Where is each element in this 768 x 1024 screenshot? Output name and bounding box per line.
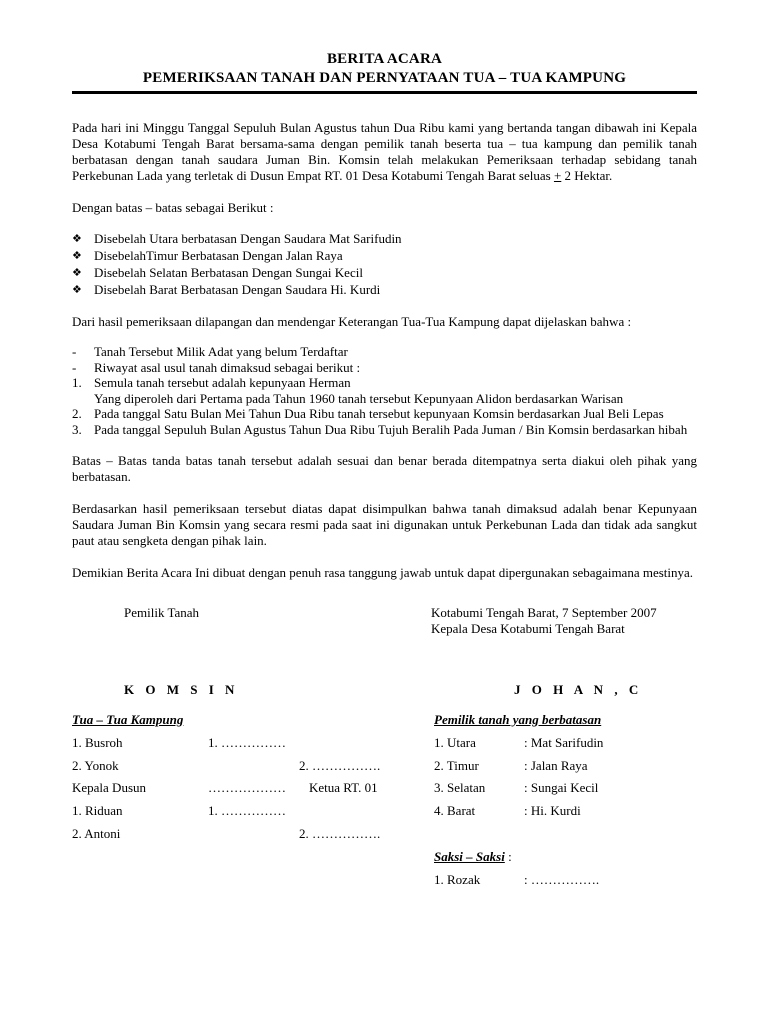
neighbor-name: : Jalan Raya	[524, 758, 588, 773]
elder-riduan: 1. Riduan	[72, 803, 123, 818]
boundary-item	[72, 247, 697, 264]
boundary-item	[72, 230, 697, 247]
history-item	[72, 375, 697, 406]
boundary-item-text: Disebelah Utara berbatasan Dengan Saudara Mat Sarifudin	[94, 231, 402, 246]
left-signer-name: K O M S I N	[124, 682, 239, 697]
intro-text-before: Pada hari ini Minggu Tanggal Sepuluh Bulan Agustus tahun Dua Ribu kami yang bertanda tangan dibawah ini Kepala Desa Kotabumi Tengah Barat bersama-sama dengan pemilik tanah beserta tua – tua kampung dan pemilik tanah berbatasan dengan tanah saudara Juman Bin. Komsin telah melakukan Pemeriksaan terhadap sebidang tanah Perkebunan Lada yang terletak di Dusun Empat RT. 01 Desa Kotabumi Tengah Barat seluas	[72, 120, 697, 183]
elder-yonok-signature: 2. …………….	[299, 758, 381, 773]
elder-antoni: 2. Antoni	[72, 826, 121, 841]
saksi-heading-row	[434, 849, 512, 865]
boundary-item-text: Disebelah Barat Berbatasan Dengan Saudara Hi. Kurdi	[94, 282, 381, 297]
history-marker: 3.	[72, 421, 82, 437]
elder-antoni-signature: 2. …………….	[299, 826, 381, 841]
hasil-paragraph: Dari hasil pemeriksaan dilapangan dan mendengar Keterangan Tua-Tua Kampung dapat dijelaskan bahwa :	[72, 314, 632, 329]
boundary-item	[72, 264, 697, 281]
witness-rozak-signature: : …………….	[524, 872, 600, 887]
neighbor-direction: 1. Utara	[434, 735, 476, 750]
neighbor-direction: 4. Barat	[434, 803, 476, 818]
history-line: Riwayat asal usul tanah dimaksud sebagai berikut :	[94, 359, 361, 375]
neighbor-name: : Sungai Kecil	[524, 780, 599, 795]
kepala-dusun-label: Kepala Dusun	[72, 780, 147, 795]
neighbor-name: : Mat Sarifudin	[524, 735, 604, 750]
title-underline	[72, 91, 697, 94]
boundary-item-text: Disebelah Selatan Berbatasan Dengan Sungai Kecil	[94, 265, 363, 280]
history-item	[72, 422, 697, 438]
history-marker: -	[72, 344, 77, 359]
neighbor-direction: 3. Selatan	[434, 780, 486, 795]
history-marker: 1.	[72, 375, 82, 390]
history-item	[72, 360, 697, 376]
signature-section	[72, 605, 697, 905]
boundary-item-text: DisebelahTimur Berbatasan Dengan Jalan Raya	[94, 248, 343, 263]
elder-yonok: 2. Yonok	[72, 758, 119, 773]
kepala-dusun-signature: ………………	[208, 780, 286, 795]
history-line: Semula tanah tersebut adalah kepunyaan Herman	[94, 375, 351, 390]
history-line: Pada tanggal Satu Bulan Mei Tahun Dua Ribu tanah tersebut kepunyaan Komsin berdasarkan Jual Beli Lepas	[94, 406, 664, 421]
history-line: Pada tanggal Sepuluh Bulan Agustus Tahun Dua Ribu Tujuh Beralih Pada Juman / Bin Komsin berdasarkan hibah	[94, 421, 688, 437]
penutup-paragraph: Demikian Berita Acara Ini dibuat dengan penuh rasa tanggung jawab untuk dapat dipergunakan sebagaimana mestinya.	[72, 565, 694, 580]
saksi-heading: Saksi – Saksi	[434, 849, 505, 864]
right-signer-role: Kepala Desa Kotabumi Tengah Barat	[431, 621, 625, 636]
elder-busroh: 1. Busroh	[72, 735, 123, 750]
neighbor-direction: 2. Timur	[434, 758, 479, 773]
place-date: Kotabumi Tengah Barat, 7 September 2007	[431, 605, 657, 620]
history-marker: -	[72, 359, 77, 375]
berbatasan-heading: Pemilik tanah yang berbatasan	[434, 712, 602, 727]
document-title	[72, 50, 697, 88]
boundary-list	[72, 230, 697, 298]
saksi-colon: :	[504, 849, 512, 864]
witness-rozak: 1. Rozak	[434, 872, 481, 887]
kesimpulan-paragraph: Berdasarkan hasil pemeriksaan tersebut diatas dapat disimpulkan bahwa tanah dimaksud adalah benar Kepunyaan Saudara Juman Bin Komsin yang secara resmi pada saat ini digunakan untuk Perkebunan Lada dan tidak ada sangkut paut atau sengketa dengan pihak lain.	[72, 501, 697, 548]
history-list	[72, 344, 697, 437]
boundary-item	[72, 281, 697, 298]
batas-paragraph: Batas – Batas tanda batas tanah tersebut adalah sesuai dan benar berada ditempatnya serta diakui oleh pihak yang berbatasan.	[72, 453, 697, 484]
plus-minus-sign: +	[553, 168, 562, 183]
elder-riduan-signature: 1. ……………	[208, 803, 286, 818]
diamond-bullet-icon: ❖	[72, 283, 82, 296]
document-page	[72, 50, 697, 905]
diamond-bullet-icon: ❖	[72, 266, 82, 279]
diamond-bullet-icon: ❖	[72, 232, 82, 245]
left-signer-role: Pemilik Tanah	[124, 605, 200, 620]
ketua-rt-label: Ketua RT. 01	[309, 780, 378, 795]
history-line: Yang diperoleh dari Pertama pada Tahun 1960 tanah tersebut Kepunyaan Alidon berdasarkan Warisan	[94, 390, 624, 406]
batas-intro: Dengan batas – batas sebagai Berikut :	[72, 200, 274, 215]
neighbor-name: : Hi. Kurdi	[524, 803, 581, 818]
tua-kampung-heading: Tua – Tua Kampung	[72, 712, 184, 727]
intro-paragraph	[72, 120, 697, 184]
history-item	[72, 406, 697, 422]
history-marker: 2.	[72, 406, 82, 421]
history-item	[72, 344, 697, 360]
intro-text-after: 2 Hektar.	[561, 168, 613, 183]
history-line: Tanah Tersebut Milik Adat yang belum Terdaftar	[94, 344, 348, 359]
title-line-2: PEMERIKSAAN TANAH DAN PERNYATAAN TUA – TUA KAMPUNG	[142, 70, 627, 86]
right-signer-name: J O H A N , C	[514, 682, 643, 697]
elder-busroh-signature: 1. ……………	[208, 735, 286, 750]
diamond-bullet-icon: ❖	[72, 249, 82, 262]
title-line-1: BERITA ACARA	[326, 51, 443, 67]
